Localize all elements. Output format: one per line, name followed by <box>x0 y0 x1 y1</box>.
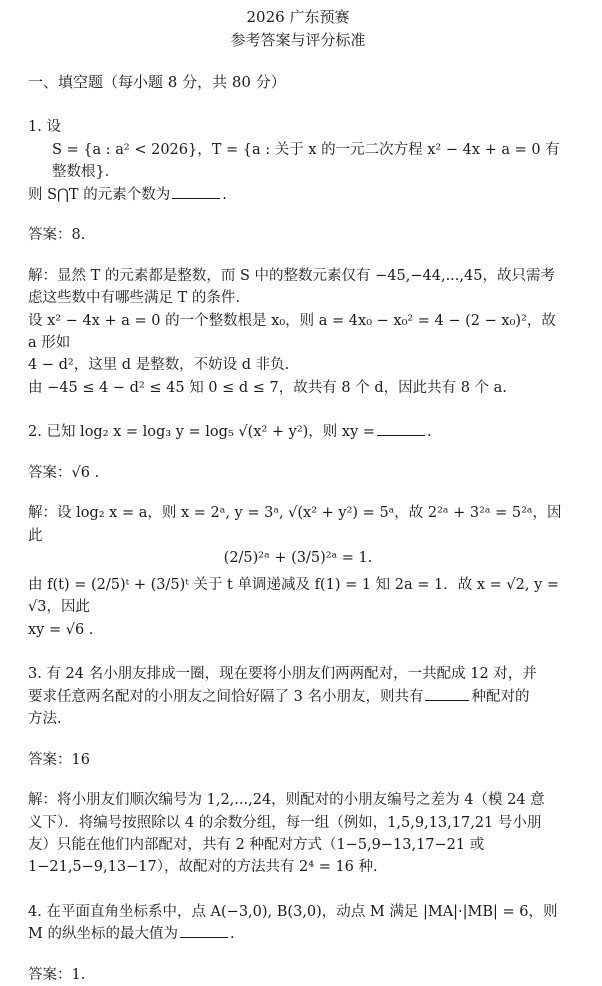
question-3-line: 3. 有 24 名小朋友排成一圈，现在要将小朋友们两两配对，一共配成 12 对，并 <box>28 666 537 683</box>
question-3 <box>28 663 568 730</box>
question-4-line: 4. 在平面直角坐标系中，点 A(−3,0), B(3,0)，动点 M 满足 |MA|·|MB| = 6，则 <box>28 903 558 920</box>
answer-blank <box>377 434 425 436</box>
question-3-text: 要求任意两名配对的小朋友之间恰好隔了 3 名小朋友，则共有 <box>28 688 424 705</box>
answer-4: 答案：1. <box>28 966 86 983</box>
answer-3: 答案：16 <box>28 751 90 768</box>
solution-2 <box>28 502 568 641</box>
question-2 <box>28 421 568 443</box>
solution-3-line: 友）只能在他们内部配对，共有 2 种配对方式（1−5,9−13,17−21 或 <box>28 836 485 853</box>
answer-2: 答案：√6 . <box>28 464 100 481</box>
question-4-line <box>28 923 568 945</box>
solution-3 <box>28 789 568 879</box>
answer-blank <box>425 699 469 701</box>
answer-blank <box>180 936 228 938</box>
answer-1: 答案：8. <box>28 227 86 244</box>
question-4 <box>28 901 568 946</box>
question-4-period: . <box>229 926 235 943</box>
question-2-text: 2. 已知 log₂ x = log₃ y = log₅ √(x² + y²)，则 xy = <box>28 424 376 441</box>
solution-1-line: 虑这些数中有哪些满足 T 的条件. <box>28 290 240 307</box>
question-3-line: 方法. <box>28 711 62 728</box>
document-header <box>28 0 568 51</box>
solution-3-line: 义下）．将编号按照除以 4 的余数分组，每一组（例如，1,5,9,13,17,21 号小朋 <box>28 814 542 831</box>
question-3-text-tail: 种配对的 <box>471 688 530 705</box>
solution-2-line: 由 f(t) = (2/5)ᵗ + (3/5)ᵗ 关于 t 单调递减及 f(1) = 1 知 2a = 1．故 x = √2, y = √3，因此 <box>28 576 560 616</box>
solution-3-line: 解：将小朋友们顺次编号为 1,2,...,24，则配对的小朋友编号之差为 4（模 24 意 <box>28 792 545 809</box>
section-heading: 一、填空题（每小题 8 分，共 80 分） <box>28 73 286 91</box>
title-line-2: 参考答案与评分标准 <box>230 30 366 49</box>
question-1-period: . <box>222 186 227 203</box>
question-1-text: 则 S⋂T 的元素个数为 <box>28 186 171 203</box>
question-2-period: . <box>427 424 432 441</box>
question-1-line-1: S = {a : a² < 2026}，T = {a : 关于 x 的一元二次方程 x² − 4x + a = 0 有整数根}． <box>52 141 560 181</box>
question-4-text: M 的纵坐标的最大值为 <box>28 926 178 943</box>
title-line-1: 2026 广东预赛 <box>246 8 350 26</box>
solution-2-equation: (2/5)²ᵃ + (3/5)²ᵃ = 1. <box>223 550 373 567</box>
solution-2-line: xy = √6 . <box>28 621 94 638</box>
question-1 <box>28 116 568 206</box>
solution-1-line: 由 −45 ≤ 4 − d² ≤ 45 知 0 ≤ d ≤ 7，故共有 8 个 d，因此共有 8 个 a. <box>28 379 507 396</box>
solution-3-line: 1−21,5−9,13−17），故配对的方法共有 2⁴ = 16 种. <box>28 859 378 876</box>
question-2-line <box>28 421 568 443</box>
question-1-line-2 <box>28 184 568 206</box>
question-3-line <box>28 686 568 708</box>
solution-1 <box>28 265 568 400</box>
answer-blank <box>172 197 220 199</box>
solution-2-line: 解：设 log₂ x = a，则 x = 2ᵃ, y = 3ᵃ, √(x² + y²) = 5ᵃ，故 2²ᵃ + 3²ᵃ = 5²ᵃ，因此 <box>28 505 562 544</box>
solution-1-line: 设 x² − 4x + a = 0 的一个整数根是 x₀，则 a = 4x₀ − x₀² = 4 − (2 − x₀)²，故 a 形如 <box>28 312 556 351</box>
solution-1-line: 解：显然 T 的元素都是整数，而 S 中的整数元素仅有 −45,−44,...,45，故只需考 <box>28 267 555 284</box>
question-1-number: 1. 设 <box>28 119 61 136</box>
solution-1-line: 4 − d²，这里 d 是整数，不妨设 d 非负. <box>28 357 290 374</box>
